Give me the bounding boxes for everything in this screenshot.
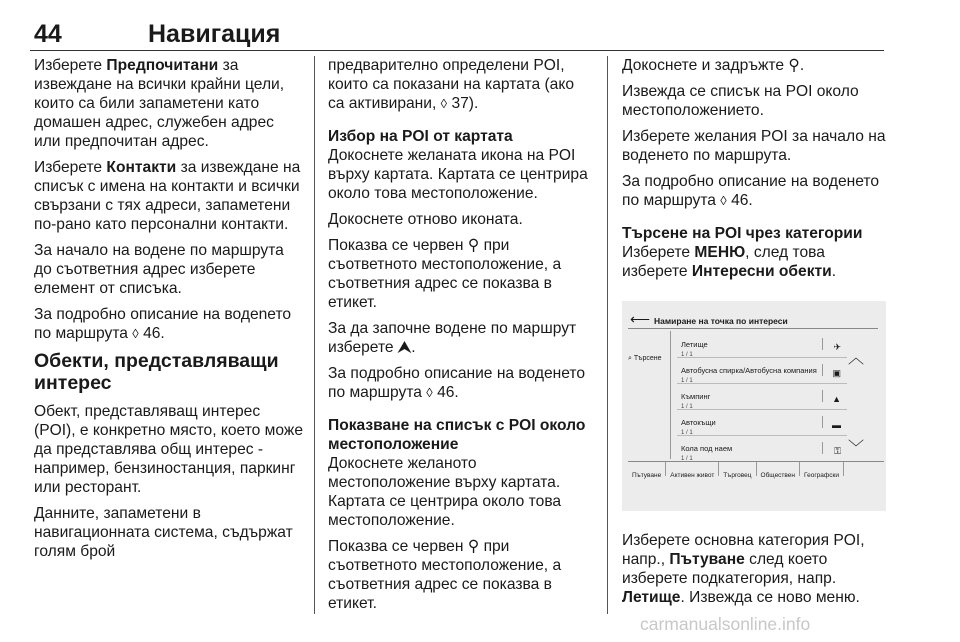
list-item: Автокъщи 1 / 1 ▬ bbox=[677, 410, 847, 436]
paragraph: Извежда се списък на POI около местоположението. bbox=[622, 83, 859, 119]
screen-title: Намиране на точка по интереси bbox=[654, 316, 788, 326]
paragraph: Изберете МЕНЮ, след това изберете Интересни обекти. bbox=[622, 244, 837, 280]
paragraph: Изберете основна категория POI, напр., Пътуване след което изберете подкатегория, напр. Летище. Извежда се ново меню. bbox=[622, 532, 865, 606]
bus-icon: ▣ bbox=[832, 368, 841, 378]
back-arrow-icon: ⟵ bbox=[630, 311, 651, 327]
infotainment-screen-image bbox=[622, 301, 886, 511]
subheading: Показване на списък с POI около местоположение bbox=[328, 417, 586, 453]
column-divider bbox=[607, 56, 608, 614]
tab-merchant: Търговец bbox=[719, 462, 756, 476]
paragraph: Обект, представляващ интерес (POI), е конкретно място, което може да представлява общ интерес - например, бензиностанция, паркинг или ресторант. bbox=[34, 403, 303, 496]
paragraph: Показва се червен ⚲ при съответното местоположение, а съответния адрес се показва в етикет. bbox=[328, 237, 562, 311]
list-item: Кола под наем 1 / 1 ⚿ bbox=[677, 436, 847, 462]
tent-icon: ▲ bbox=[832, 394, 841, 404]
car-key-icon: ⚿ bbox=[834, 446, 841, 456]
map-pin-icon: ⚲ bbox=[467, 237, 480, 254]
list-item: Летище 1 / 1 ✈ bbox=[677, 332, 847, 358]
divider bbox=[670, 331, 671, 459]
paragraph: Докоснете и задръжте ⚲. bbox=[622, 57, 805, 74]
watermark: carmanualsonline.info bbox=[640, 614, 811, 634]
paragraph: Изберете Предпочитани за извеждане на всички крайни цели, които са били запаметени като домашен адрес, служебен адрес или предпочитан адрес. bbox=[34, 57, 285, 150]
column-3 bbox=[622, 56, 892, 614]
tab-public: Обществен bbox=[757, 462, 800, 476]
page-header bbox=[30, 20, 884, 50]
column-1 bbox=[34, 56, 304, 568]
paragraph: Изберете желания POI за начало на воденето по маршрута. bbox=[622, 128, 886, 164]
paragraph: За подробно описание на водenето по маршрута ◊ 46. bbox=[34, 306, 292, 342]
car-icon: ▬ bbox=[832, 420, 841, 430]
paragraph: Данните, запаметени в навигационната система, съдържат голям брой bbox=[34, 505, 293, 560]
subheading: Търсене на POI чрез категории bbox=[622, 225, 863, 242]
paragraph: За да започне водене по маршрут изберете ⮝. bbox=[328, 320, 577, 356]
poi-category-list bbox=[677, 332, 847, 462]
column-2 bbox=[328, 56, 593, 620]
paragraph: За подробно описание на воденето по маршрута ◊ 46. bbox=[622, 173, 880, 209]
divider bbox=[628, 328, 878, 329]
chevron-up-icon: ︿ bbox=[848, 350, 865, 367]
paragraph: За подробно описание на воденето по маршрута ◊ 46. bbox=[328, 365, 586, 401]
navigation-arrow-icon: ⮝ bbox=[397, 339, 412, 356]
paragraph: Показва се червен ⚲ при съответното местоположение, а съответния адрес се показва в етикет. bbox=[328, 538, 562, 612]
map-pin-icon: ⚲ bbox=[788, 57, 800, 74]
map-pin-icon: ⚲ bbox=[467, 538, 480, 555]
header-rule bbox=[30, 50, 884, 51]
reference-arrow-icon: ◊ bbox=[426, 385, 433, 400]
column-divider bbox=[314, 56, 315, 614]
search-icon: ⌕ bbox=[628, 355, 632, 362]
chapter-title: Навигация bbox=[148, 20, 281, 48]
list-item: Автобусна спирка/Автобусна компания 1 / 1 ▣ bbox=[677, 358, 847, 384]
paragraph: Докоснете желаната икона на POI върху картата. Картата се центрира около това местоположение. bbox=[328, 147, 588, 202]
paragraph: Изберете Контакти за извеждане на списък с имена на контакти и всички свързани с тях адреси, запаметени по-рано като персонални контакти. bbox=[34, 159, 301, 233]
paragraph: Докоснете отново иконата. bbox=[328, 211, 523, 228]
tab-geographic: Географски bbox=[800, 462, 844, 476]
reference-arrow-icon: ◊ bbox=[720, 193, 727, 208]
list-item: Къмпинг 1 / 1 ▲ bbox=[677, 384, 847, 410]
tab-travel: Пътуване bbox=[628, 462, 666, 476]
search-button: ⌕ Търсене bbox=[628, 355, 662, 362]
airplane-icon: ✈ bbox=[833, 342, 841, 352]
page-number: 44 bbox=[34, 20, 62, 48]
paragraph: Докоснете желаното местоположение върху картата. Картата се центрира около това местоположение. bbox=[328, 455, 562, 529]
section-heading: Обекти, представляващи интерес bbox=[34, 350, 279, 394]
reference-arrow-icon: ◊ bbox=[132, 326, 139, 341]
subheading: Избор на POI от картата bbox=[328, 128, 513, 145]
paragraph: предварително определени POI, които са показани на картата (ако са активирани, ◊ 37). bbox=[328, 57, 574, 112]
reference-arrow-icon: ◊ bbox=[440, 96, 448, 111]
tab-active-life: Активен живот bbox=[666, 462, 719, 476]
chevron-down-icon: ﹀ bbox=[848, 440, 865, 457]
paragraph: За начало на водене по маршрута до съответния адрес изберете елемент от списъка. bbox=[34, 242, 284, 297]
category-tabs bbox=[628, 461, 884, 479]
